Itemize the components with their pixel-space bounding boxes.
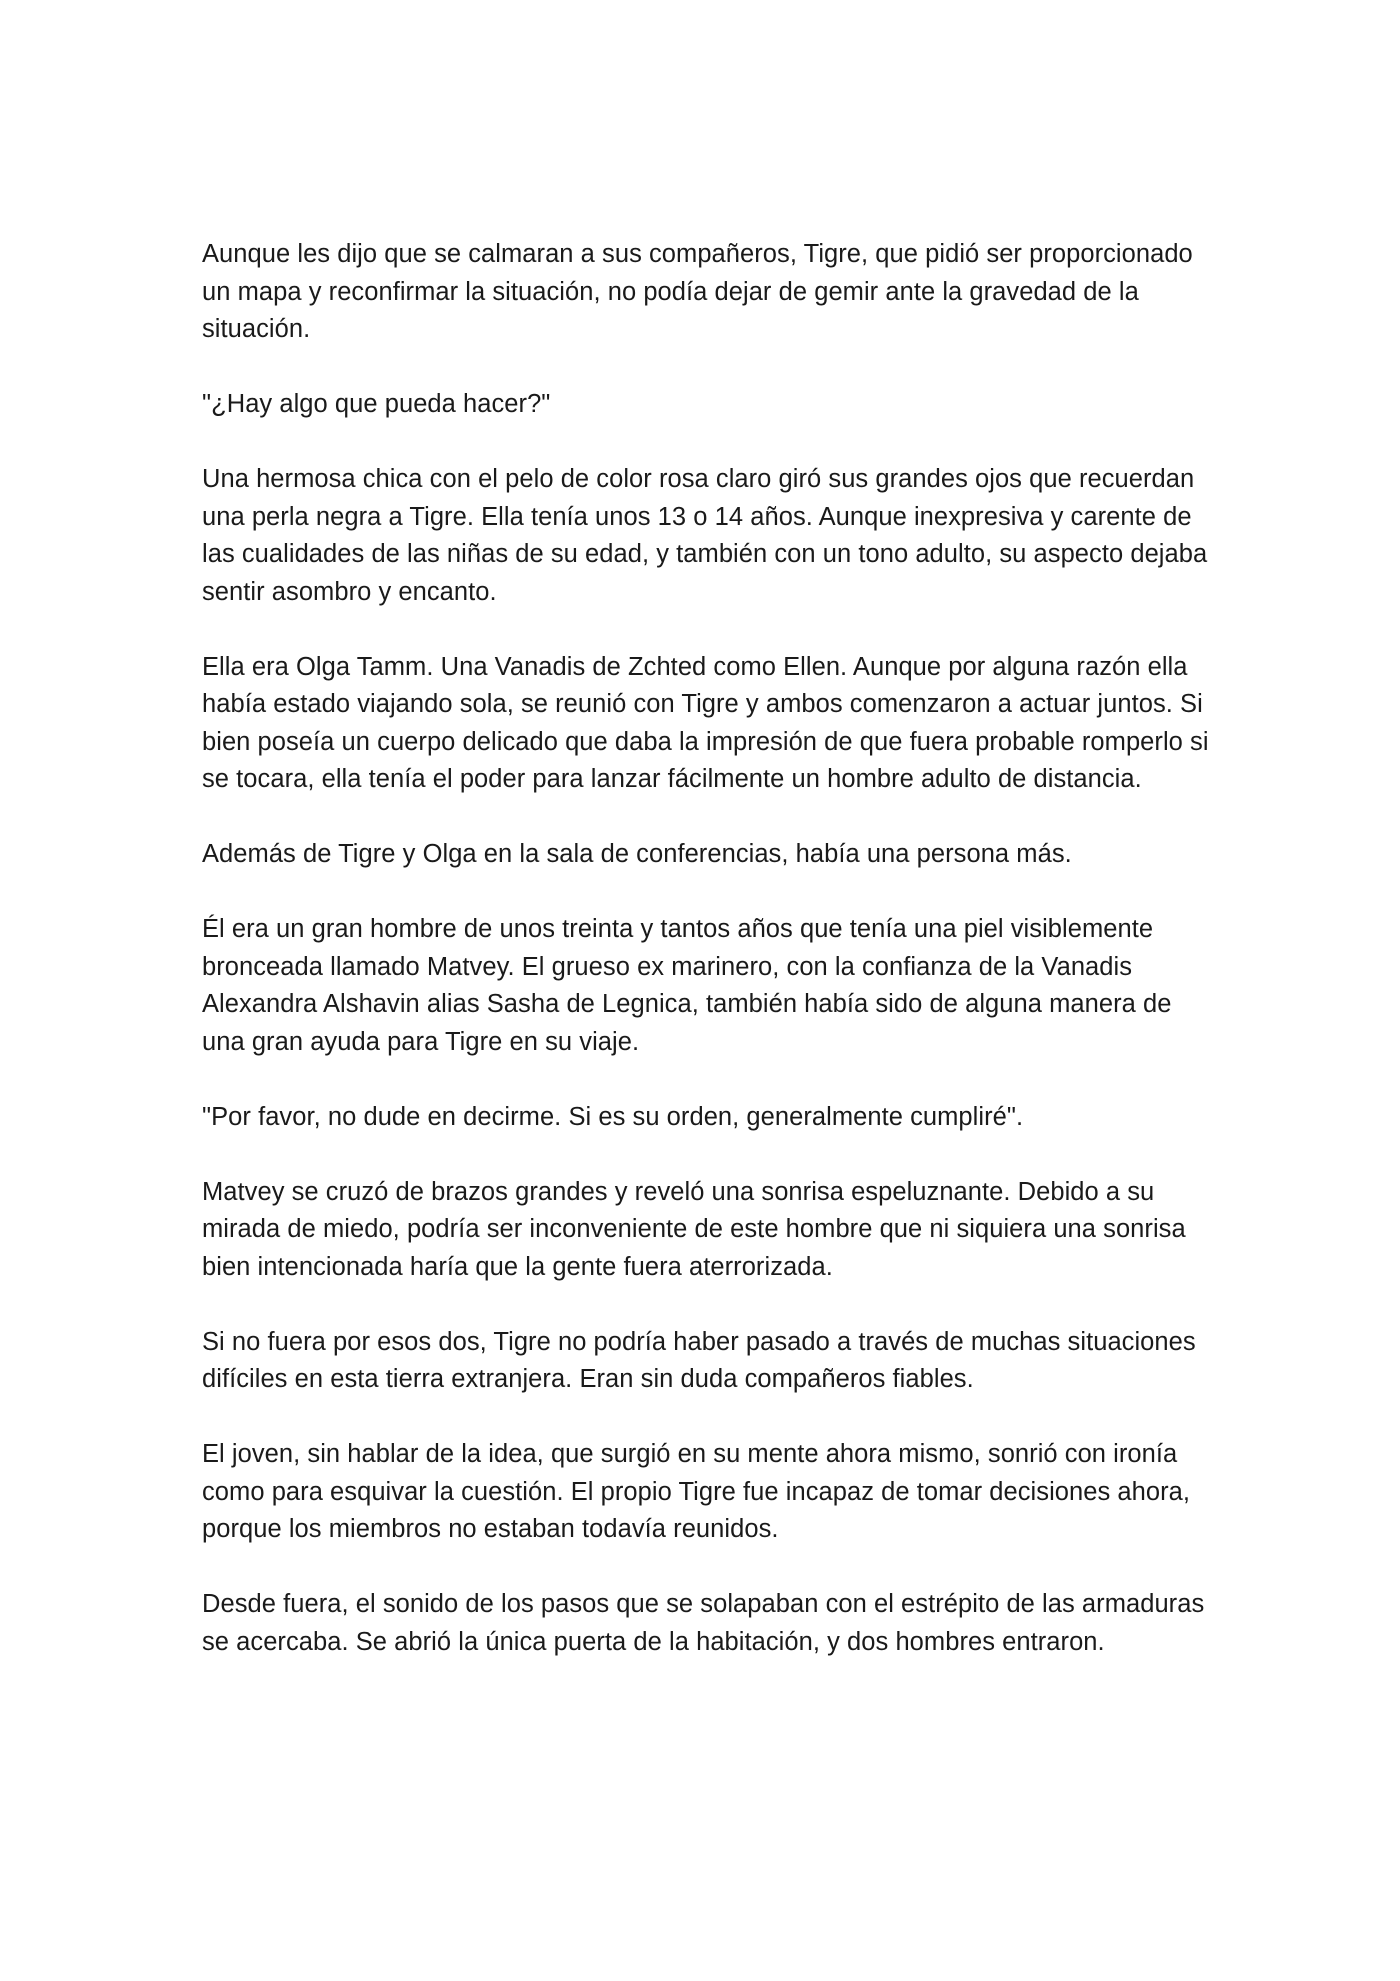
- body-text: [202, 236, 1212, 1699]
- paragraph: Aunque les dijo que se calmaran a sus compañeros, Tigre, que pidió ser proporcionado un mapa y reconfirmar la situación, no podía dejar de gemir ante la gravedad de la situación.: [202, 240, 1193, 343]
- paragraph: El joven, sin hablar de la idea, que surgió en su mente ahora mismo, sonrió con ironía como para esquivar la cuestión. El propio Tigre fue incapaz de tomar decisiones ahora, porque los miembros no estaban todavía reunidos.: [202, 1440, 1191, 1543]
- paragraph: Matvey se cruzó de brazos grandes y reveló una sonrisa espeluznante. Debido a su mirada de miedo, podría ser inconveniente de este hombre que ni siquiera una sonrisa bien intencionada haría que la gente fuera aterrorizada.: [202, 1177, 1186, 1281]
- paragraph: Ella era Olga Tamm. Una Vanadis de Zchted como Ellen. Aunque por alguna razón ella había estado viajando sola, se reunió con Tigre y ambos comenzaron a actuar juntos. Si bien poseía un cuerpo delicado que daba la impresión de que fuera probable romperlo si se tocara, ella tenía el poder para lanzar fácilmente un hombre adulto de distancia.: [202, 652, 1209, 793]
- paragraph: "Por favor, no dude en decirme. Si es su orden, generalmente cumpliré".: [202, 1102, 1024, 1131]
- paragraph: "¿Hay algo que pueda hacer?": [202, 390, 551, 418]
- paragraph: Una hermosa chica con el pelo de color rosa claro giró sus grandes ojos que recuerdan una perla negra a Tigre. Ella tenía unos 13 o 14 años. Aunque inexpresiva y carente de las cualidades de las niñas de su edad, y también con un tono adulto, su aspecto dejaba sentir asombro y encanto.: [202, 465, 1208, 606]
- paragraph: Si no fuera por esos dos, Tigre no podría haber pasado a través de muchas situaciones difíciles en esta tierra extranjera. Eran sin duda compañeros fiables.: [202, 1327, 1196, 1393]
- paragraph: Desde fuera, el sonido de los pasos que se solapaban con el estrépito de las armaduras se acercaba. Se abrió la única puerta de la habitación, y dos hombres entraron.: [202, 1590, 1205, 1656]
- paragraph: Él era un gran hombre de unos treinta y tantos años que tenía una piel visiblemente bronceada llamado Matvey. El grueso ex marinero, con la confianza de la Vanadis Alexandra Alshavin alias Sasha de Legnica, también había sido de alguna manera de una gran ayuda para Tigre en su viaje.: [202, 915, 1172, 1056]
- paragraph: Además de Tigre y Olga en la sala de conferencias, había una persona más.: [202, 840, 1072, 868]
